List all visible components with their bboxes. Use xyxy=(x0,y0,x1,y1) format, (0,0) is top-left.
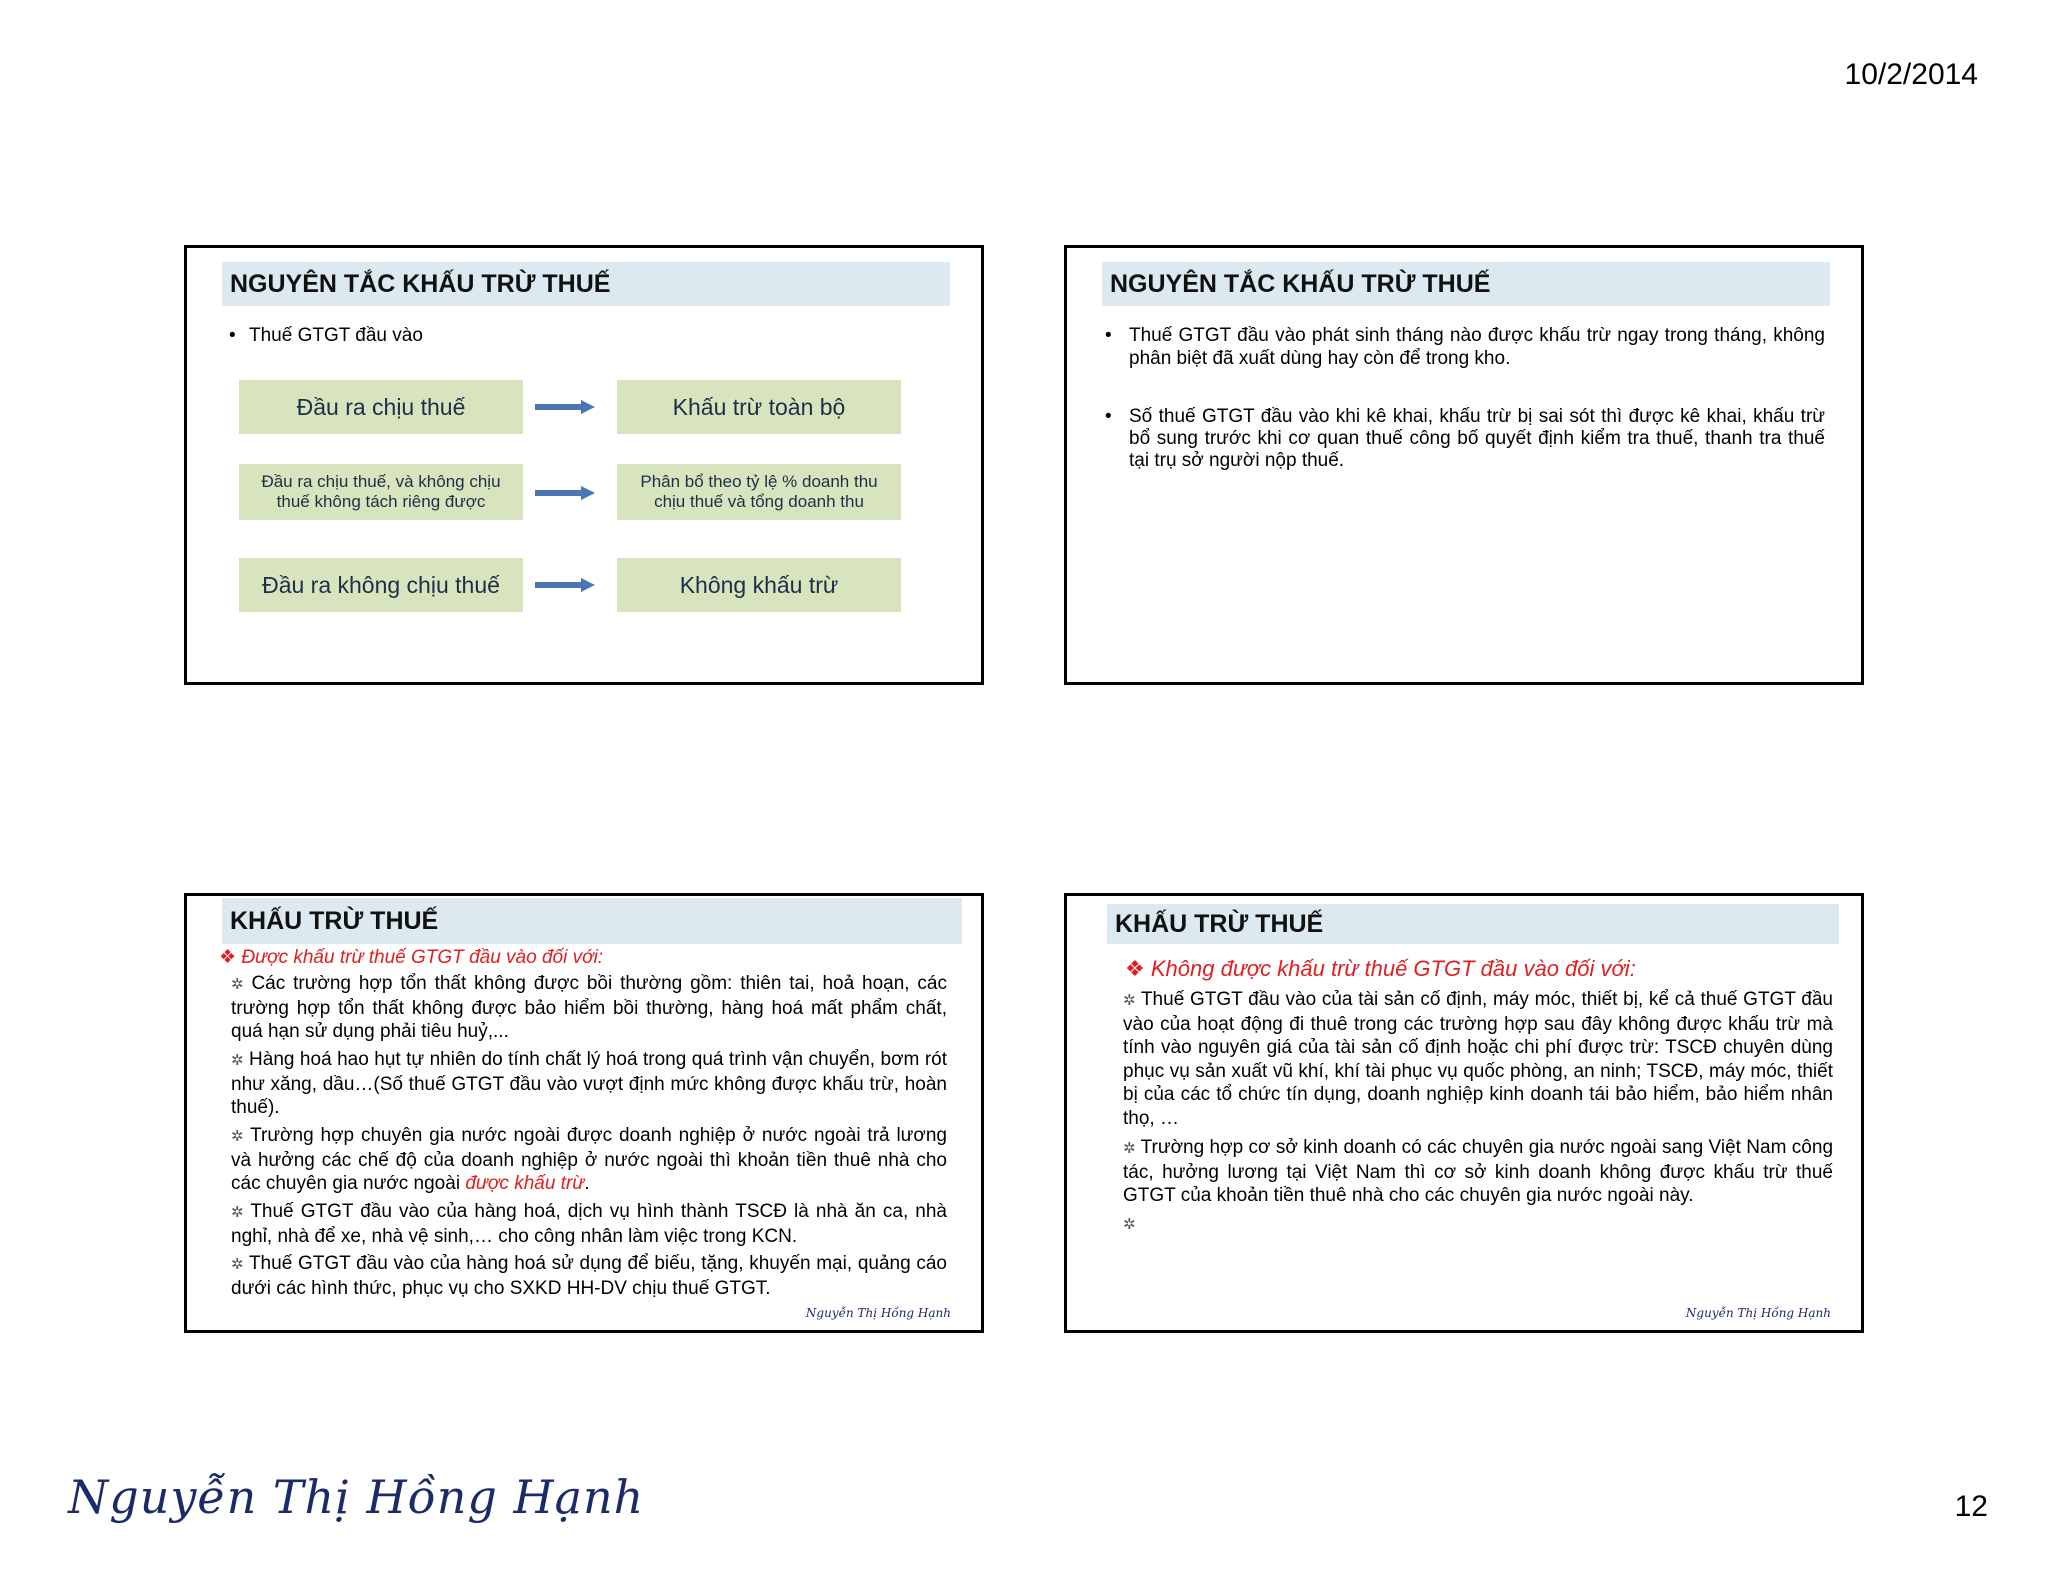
slide-deductible-cases xyxy=(184,893,984,1333)
empty-list-item xyxy=(1123,1212,1136,1237)
bullet-item: • Thuế GTGT đầu vào xyxy=(229,325,423,346)
slide-signature: Nguyễn Thị Hồng Hạnh xyxy=(805,1306,951,1320)
slide-subtitle: ❖ Không được khấu trừ thuế GTGT đầu vào đối với: xyxy=(1125,956,1636,981)
bullet-dot-icon: • xyxy=(1105,325,1112,346)
list-item: ✲ Thuế GTGT đầu vào của hàng hoá, dịch vụ hình thành TSCĐ là nhà ăn ca, nhà nghỉ, nhà để xe, nhà vệ sinh,… cho công nhân làm việc trong KCN. xyxy=(231,1201,947,1247)
flow-box-full-deduction: Khấu trừ toàn bộ xyxy=(617,380,901,434)
bullet-item: • Số thuế GTGT đầu vào khi kê khai, khấu trừ bị sai sót thì được kê khai, khấu trừ bổ sung trước khi cơ quan thuế công bố quyết định kiểm tra thuế, thanh tra thuế tại trụ sở người nộp thuế. xyxy=(1105,406,1825,471)
slide-deduction-principles-text xyxy=(1064,245,1864,685)
slide-title: NGUYÊN TẮC KHẤU TRỪ THUẾ xyxy=(1102,262,1830,306)
right-arrow-icon xyxy=(535,578,595,592)
bullet-dot-icon: • xyxy=(229,325,236,346)
bullet-item: • Thuế GTGT đầu vào phát sinh tháng nào được khấu trừ ngay trong tháng, không phân biệt đã xuất dùng hay còn để trong kho. xyxy=(1105,325,1825,369)
slide-title: NGUYÊN TẮC KHẤU TRỪ THUẾ xyxy=(222,262,950,306)
page-number: 12 xyxy=(1954,1490,1988,1523)
list-item: ✲ Hàng hoá hao hụt tự nhiên do tính chất lý hoá trong quá trình vận chuyển, bơm rót như xăng, dầu…(Số thuế GTGT đầu vào vượt định mức không được khấu trừ, hoàn thuế). xyxy=(231,1049,948,1118)
flower-bullet-icon: ✲ xyxy=(231,1052,244,1069)
flow-box-output-mixed: Đầu ra chịu thuế, và không chịu thuế không tách riêng được xyxy=(239,464,523,520)
right-arrow-icon xyxy=(535,400,595,414)
flow-box-output-non-taxable: Đầu ra không chịu thuế xyxy=(239,558,523,612)
flower-bullet-icon: ✲ xyxy=(1123,992,1136,1009)
diamond-bullet-icon: ❖ xyxy=(219,947,237,968)
slide-subtitle: ❖ Được khấu trừ thuế GTGT đầu vào đối với: xyxy=(219,947,604,968)
flower-bullet-icon: ✲ xyxy=(1123,1216,1136,1233)
flower-bullet-icon: ✲ xyxy=(231,976,244,993)
slide-title: KHẤU TRỪ THUẾ xyxy=(222,898,962,944)
flow-box-output-taxable: Đầu ra chịu thuế xyxy=(239,380,523,434)
flow-box-proportional-allocation: Phân bổ theo tỷ lệ % doanh thu chịu thuế và tổng doanh thu xyxy=(617,464,901,520)
slide-deduction-principles-flow xyxy=(184,245,984,685)
bullet-dot-icon: • xyxy=(1105,406,1112,427)
slide-title: KHẤU TRỪ THUẾ xyxy=(1107,904,1839,944)
flow-box-no-deduction: Không khấu trừ xyxy=(617,558,901,612)
list-item: ✲ Thuế GTGT đầu vào của hàng hoá sử dụng để biếu, tặng, khuyến mại, quảng cáo dưới các hình thức, phục vụ cho SXKD HH-DV chịu thuế GTGT. xyxy=(231,1253,948,1299)
list-item: ✲ Thuế GTGT đầu vào của tài sản cố định, máy móc, thiết bị, kể cả thuế GTGT đầu vào của hoạt động đi thuê trong các trường hợp sau đây không được khấu trừ mà tính vào nguyên giá của tài sản cố định hoặc chi phí được trừ: TSCĐ chuyên dùng phục vụ sản xuất vũ khí, khí tài phục vụ quốc phòng, an ninh; TSCĐ, máy móc, thiết bị của các tổ chức tín dụng, doanh nghiệp kinh doanh tái bảo hiểm, bảo hiểm nhân thọ, … xyxy=(1123,989,1833,1129)
flower-bullet-icon: ✲ xyxy=(231,1256,244,1273)
list-item: ✲ Các trường hợp tổn thất không được bồi thường gồm: thiên tai, hoả hoạn, các trường hợp tổn thất không được bảo hiểm bồi thường, hàng hoá mất phẩm chất, quá hạn sử dụng phải tiêu huỷ,... xyxy=(231,973,947,1042)
flower-bullet-icon: ✲ xyxy=(231,1128,244,1145)
flower-bullet-icon: ✲ xyxy=(231,1204,244,1221)
slide-non-deductible-cases xyxy=(1064,893,1864,1333)
author-name: Nguyễn Thị Hồng Hạnh xyxy=(68,1470,645,1524)
list-item: ✲ Trường hợp cơ sở kinh doanh có các chuyên gia nước ngoài sang Việt Nam công tác, hưởng lương tại Việt Nam thì cơ sở kinh doanh không được khấu trừ thuế GTGT của khoản tiền thuê nhà cho các chuyên gia nước ngoài này. xyxy=(1123,1137,1834,1206)
list-item: ✲ Trường hợp chuyên gia nước ngoài được doanh nghiệp ở nước ngoài trả lương và hưởng các chế độ của doanh nghiệp ở nước ngoài thì khoản tiền thuê nhà cho các chuyên gia nước ngoài được khấu trừ. xyxy=(231,1125,947,1194)
right-arrow-icon xyxy=(535,486,595,500)
flower-bullet-icon: ✲ xyxy=(1123,1140,1136,1157)
diamond-bullet-icon: ❖ xyxy=(1125,956,1145,981)
slide-signature: Nguyễn Thị Hồng Hạnh xyxy=(1685,1306,1831,1320)
slide-date: 10/2/2014 xyxy=(1844,58,1978,91)
